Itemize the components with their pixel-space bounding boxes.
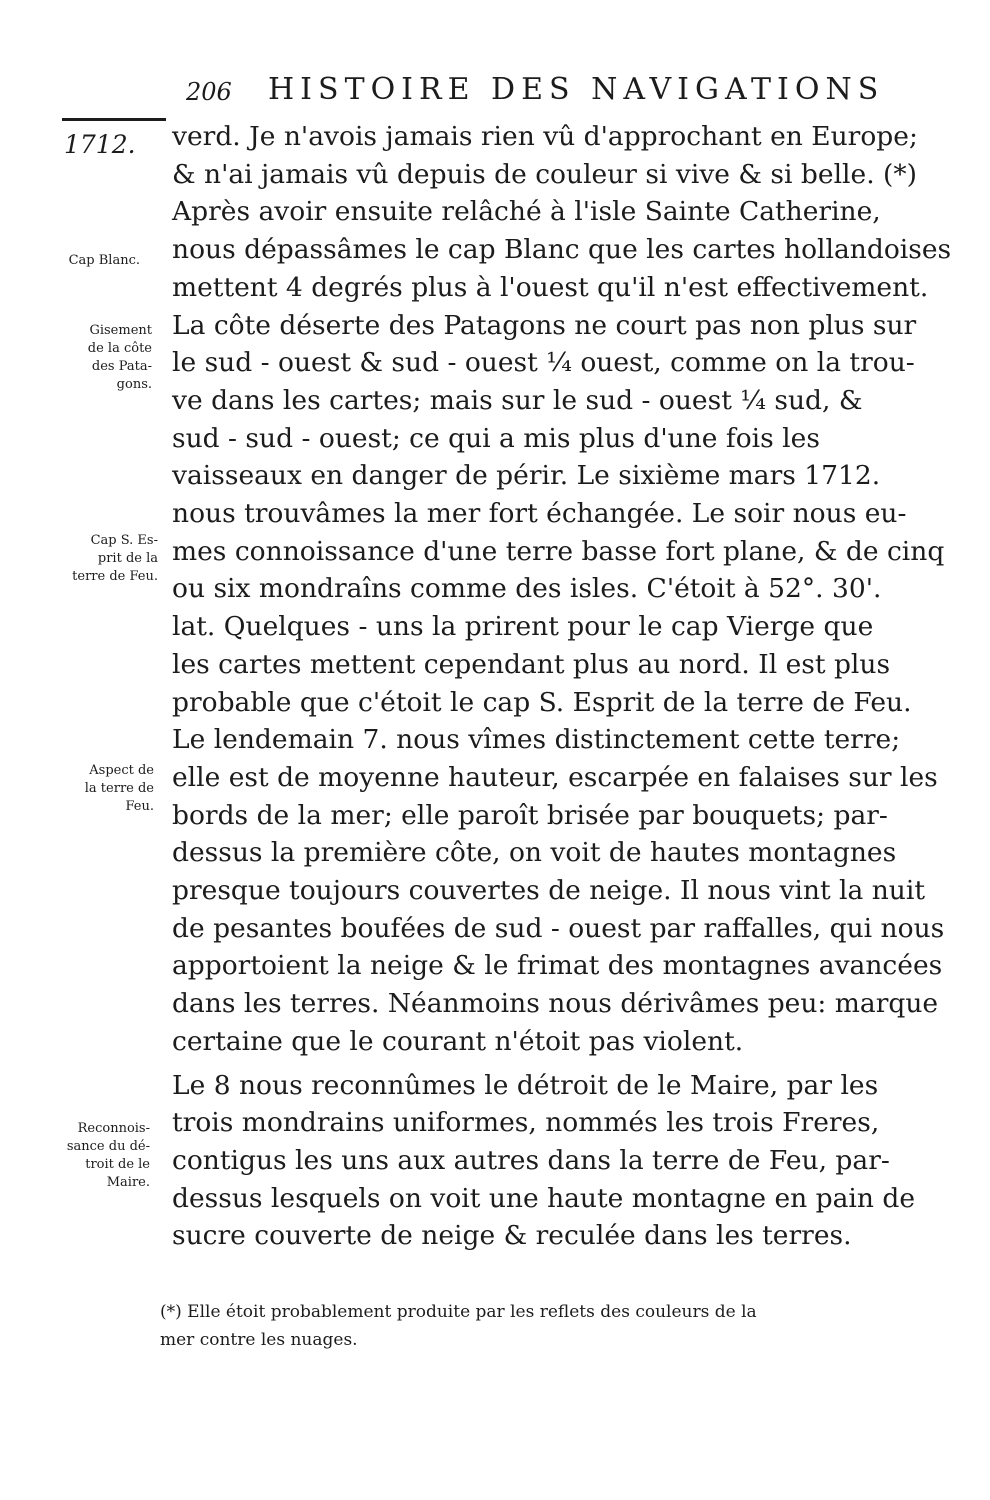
- margin-note-aspect: Aspect de la terre de Feu.: [84, 763, 154, 814]
- text-line: apportoient la neige & le frimat des montagnes avancées: [172, 950, 943, 982]
- text-line: Le lendemain 7. nous vîmes distinctement cette terre;: [172, 724, 901, 756]
- header-rule: [62, 118, 166, 121]
- footnote-line: mer contre les nuages.: [160, 1330, 358, 1350]
- text-line: sucre couverte de neige & reculée dans les terres.: [172, 1220, 852, 1252]
- footnote: [160, 1298, 920, 1354]
- text-line: elle est de moyenne hauteur, escarpée en falaises sur les: [172, 761, 938, 793]
- text-line: dans les terres. Néanmoins nous dérivâmes peu: marque: [172, 988, 939, 1020]
- margin-year: 1712.: [64, 130, 136, 159]
- page-number: 206: [186, 78, 232, 106]
- running-title: HISTOIRE DES NAVIGATIONS: [268, 72, 885, 107]
- text-line: lat. Quelques - uns la prirent pour le cap Vierge que: [172, 611, 874, 643]
- margin-note-cap-esprit: Cap S. Es- prit de la terre de Feu.: [72, 533, 158, 584]
- text-line: sud - sud - ouest; ce qui a mis plus d'une fois les: [172, 422, 820, 454]
- text-line: La côte déserte des Patagons ne court pas non plus sur: [172, 309, 917, 341]
- margin-note-patagons: Gisement de la côte des Pata- gons.: [87, 323, 152, 392]
- text-line: nous trouvâmes la mer fort échangée. Le soir nous eu-: [172, 498, 907, 530]
- margin-note-detroit: Reconnois- sance du dé- troit de le Maire.: [66, 1121, 150, 1190]
- margin-note-cap-blanc: Cap Blanc.: [68, 253, 140, 268]
- text-line: certaine que le courant n'étoit pas violent.: [172, 1025, 744, 1057]
- text-line: dessus lesquels on voit une haute montagne en pain de: [172, 1182, 916, 1214]
- text-line: le sud - ouest & sud - ouest ¼ ouest, comme on la trou-: [172, 347, 915, 379]
- text-line: probable que c'étoit le cap S. Esprit de la terre de Feu.: [172, 686, 912, 718]
- text-line: de pesantes boufées de sud - ouest par raffalles, qui nous: [172, 912, 945, 944]
- text-line: dessus la première côte, on voit de hautes montagnes: [172, 837, 897, 869]
- text-line: les cartes mettent cependant plus au nord. Il est plus: [172, 648, 891, 680]
- footnote-line: (*) Elle étoit probablement produite par les reflets des couleurs de la: [160, 1302, 757, 1322]
- text-line: presque toujours couvertes de neige. Il nous vint la nuit: [172, 875, 925, 907]
- text-line: ou six mondraîns comme des isles. C'étoit à 52°. 30'.: [172, 573, 882, 605]
- body-text: [172, 118, 952, 1255]
- text-line: nous dépassâmes le cap Blanc que les cartes hollandoises: [172, 234, 952, 266]
- text-line: mes connoissance d'une terre basse fort plane, & de cinq: [172, 535, 945, 567]
- text-line: Après avoir ensuite relâché à l'isle Sainte Catherine,: [172, 196, 881, 228]
- text-line: & n'ai jamais vû depuis de couleur si vive & si belle. (*): [172, 158, 917, 190]
- text-line: Le 8 nous reconnûmes le détroit de le Maire, par les: [172, 1069, 879, 1101]
- text-line: ve dans les cartes; mais sur le sud - ouest ¼ sud, &: [172, 384, 863, 416]
- text-line: trois mondrains uniformes, nommés les trois Freres,: [172, 1107, 880, 1139]
- text-line: vaisseaux en danger de périr. Le sixième mars 1712.: [172, 460, 881, 492]
- text-line: verd. Je n'avois jamais rien vû d'approchant en Europe;: [172, 121, 918, 152]
- text-line: contigus les uns aux autres dans la terre de Feu, par-: [172, 1144, 890, 1176]
- text-line: bords de la mer; elle paroît brisée par bouquets; par-: [172, 799, 888, 831]
- text-line: mettent 4 degrés plus à l'ouest qu'il n'est effectivement.: [172, 271, 929, 303]
